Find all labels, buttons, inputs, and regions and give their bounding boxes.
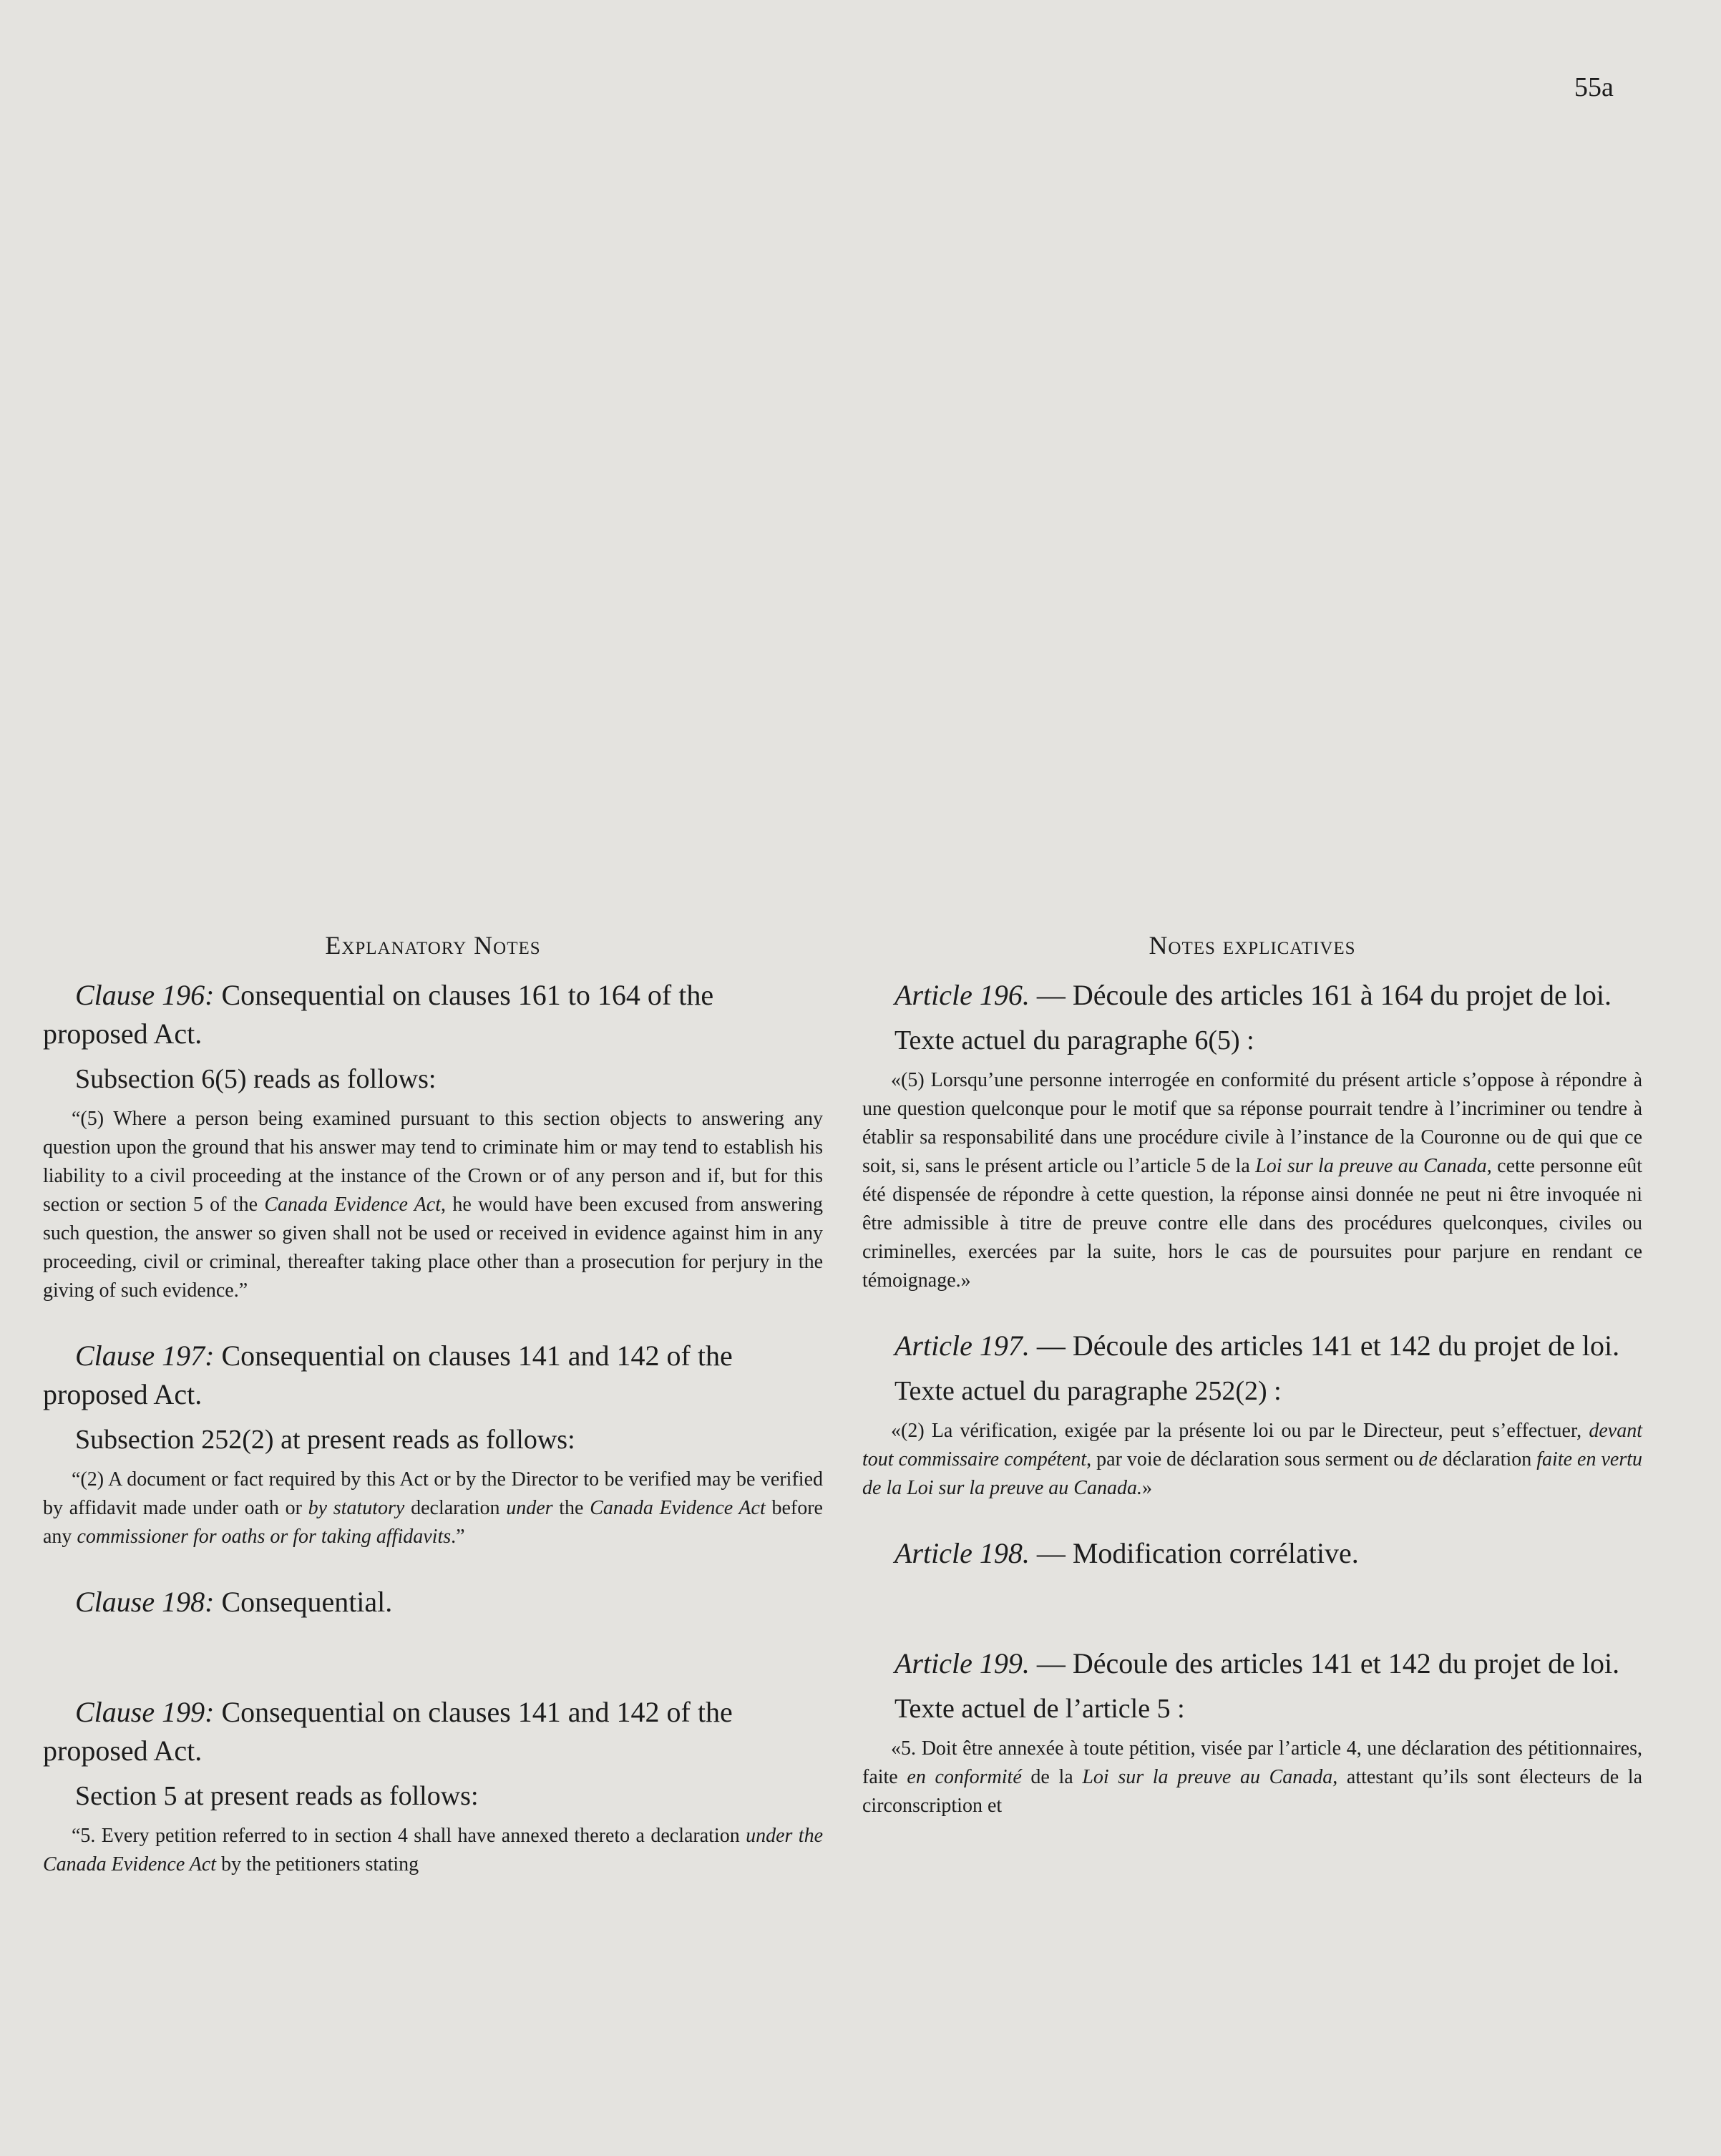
clause-line bbox=[43, 1337, 823, 1414]
quoted-text bbox=[43, 1105, 823, 1305]
clause-section bbox=[43, 976, 823, 1305]
subheading: Subsection 252(2) at present reads as follows: bbox=[75, 1425, 575, 1455]
quote-run: Loi sur la preuve au Canada bbox=[1255, 1155, 1487, 1177]
quote-run: faite en vertu de la Loi sur la preuve au Canada. bbox=[862, 1448, 1643, 1499]
clause-ref: Article 197. bbox=[894, 1330, 1030, 1362]
quote-run: “5. Every petition referred to in section 4 shall have annexed thereto a declaration bbox=[72, 1825, 746, 1847]
quoted-text bbox=[43, 1465, 823, 1551]
clause-text: Consequential on clauses 141 and 142 of the proposed Act. bbox=[43, 1696, 733, 1767]
quoted-text bbox=[862, 1066, 1642, 1295]
clause-text: — Modification corrélative. bbox=[1029, 1537, 1359, 1569]
clause-text: — Découle des articles 141 et 142 du projet de loi. bbox=[1029, 1647, 1620, 1679]
quote-run: , par voie de déclaration sous serment ou bbox=[1086, 1448, 1419, 1470]
quote-run: Canada Evidence Act bbox=[264, 1194, 442, 1216]
clause-line bbox=[862, 1327, 1642, 1365]
notes-heading: Notes explicatives bbox=[1149, 931, 1356, 960]
clause-ref: Clause 198: bbox=[75, 1586, 215, 1618]
french-column bbox=[862, 930, 1642, 1852]
clause-section bbox=[862, 1327, 1642, 1503]
clause-section bbox=[43, 1693, 823, 1879]
clause-section bbox=[862, 1644, 1642, 1820]
clause-line bbox=[43, 976, 823, 1053]
clause-line bbox=[862, 976, 1642, 1015]
clause-line bbox=[43, 1693, 823, 1770]
quoted-text bbox=[862, 1417, 1642, 1503]
page-number: 55a bbox=[1574, 72, 1614, 102]
clause-section bbox=[43, 1583, 823, 1621]
clause-text: Consequential on clauses 141 and 142 of the proposed Act. bbox=[43, 1340, 733, 1410]
english-column bbox=[43, 930, 823, 1911]
clause-ref: Clause 197: bbox=[75, 1340, 215, 1372]
quote-run: Loi sur la preuve au Canada bbox=[1082, 1766, 1333, 1788]
quote-run: , cette personne eût été dispensée de répondre à cette question, la réponse ainsi donnée ne peut ni être invoquée ni être admissible à titre de preuve contre elle dans des procédures quelconques, civiles ou criminelles, exercées par la suite, hors le cas de poursuites pour parjure en rendant ce témoignage.» bbox=[862, 1155, 1643, 1292]
subheading: Texte actuel de l’article 5 : bbox=[894, 1694, 1185, 1724]
clause-line bbox=[862, 1644, 1642, 1683]
clause-ref: Article 199. bbox=[894, 1647, 1030, 1679]
quote-run: , he would have been excused from answering such question, the answer so given shall not be used or received in evidence against him in any proceeding, civil or criminal, thereafter taking place other than a prosecution for perjury in the giving of such evidence.” bbox=[43, 1194, 824, 1302]
notes-heading: Explanatory Notes bbox=[325, 931, 541, 960]
clause-section bbox=[862, 976, 1642, 1295]
subheading: Texte actuel du paragraphe 252(2) : bbox=[894, 1376, 1282, 1406]
clause-text: — Découle des articles 141 et 142 du projet de loi. bbox=[1029, 1330, 1620, 1362]
quote-run: en conformité bbox=[907, 1766, 1022, 1788]
quote-run: under the Canada Evidence Act bbox=[43, 1825, 823, 1875]
clause-line bbox=[862, 1534, 1642, 1573]
quoted-text bbox=[862, 1735, 1642, 1820]
quote-run: before any bbox=[43, 1497, 823, 1548]
quote-run: the bbox=[552, 1497, 590, 1519]
clause-ref: Clause 196: bbox=[75, 979, 215, 1011]
clause-text: Consequential on clauses 161 to 164 of the proposed Act. bbox=[43, 979, 714, 1050]
clause-ref: Clause 199: bbox=[75, 1696, 215, 1728]
quote-run: commissioner for oaths or for taking affidavits bbox=[77, 1526, 452, 1548]
quote-run: Canada Evidence Act bbox=[590, 1497, 766, 1519]
quote-run: «5. Doit être annexée à toute pétition, visée par l’article 4, une déclaration des pétitionnaires, faite bbox=[862, 1737, 1642, 1788]
quoted-text bbox=[43, 1822, 823, 1879]
quote-run: , attestant qu’ils sont électeurs de la circonscription et bbox=[862, 1766, 1642, 1817]
clause-line bbox=[43, 1583, 823, 1621]
quote-run: under bbox=[506, 1497, 553, 1519]
quote-run: «(2) La vérification, exigée par la présente loi ou par le Directeur, peut s’effectuer, bbox=[891, 1420, 1589, 1442]
subheading: Subsection 6(5) reads as follows: bbox=[75, 1064, 437, 1094]
clause-section bbox=[43, 1337, 823, 1551]
quote-run: “(5) Where a person being examined pursuant to this section objects to answering any question upon the ground that his answer may tend to criminate him or may tend to establish his liability to a civil proceeding at the instance of the Crown or of any person and if, but for this section or section 5 of the bbox=[43, 1108, 823, 1216]
quote-run: de bbox=[1418, 1448, 1438, 1470]
quote-run: de la bbox=[1021, 1766, 1083, 1788]
quote-run: .” bbox=[451, 1526, 465, 1548]
clause-ref: Article 196. bbox=[894, 979, 1030, 1011]
quote-run: by the petitioners stating bbox=[216, 1853, 419, 1875]
clause-section bbox=[862, 1534, 1642, 1573]
quote-run: by statutory bbox=[308, 1497, 405, 1519]
clause-text: — Découle des articles 161 à 164 du projet de loi. bbox=[1029, 979, 1612, 1011]
subheading: Section 5 at present reads as follows: bbox=[75, 1781, 479, 1811]
quote-run: » bbox=[1141, 1477, 1152, 1499]
clause-ref: Article 198. bbox=[894, 1537, 1030, 1569]
quote-run: “(2) A document or fact required by this Act or by the Director to be verified may be verified by affidavit made under oath or bbox=[43, 1468, 823, 1519]
clause-text: Consequential. bbox=[214, 1586, 393, 1618]
quote-run: devant tout commissaire compétent bbox=[862, 1420, 1642, 1470]
quote-run: declaration bbox=[404, 1497, 507, 1519]
quote-run: déclaration bbox=[1437, 1448, 1537, 1470]
quote-run: «(5) Lorsqu’une personne interrogée en conformité du présent article s’oppose à répondre à une question quelconque pour le motif que sa réponse pourrait tendre à l’incriminer ou tendre à établir sa responsabilité dans une procédure civile à l’instance de la Couronne ou de qui que ce soit, si, sans le présent article ou l’article 5 de la bbox=[862, 1069, 1642, 1177]
subheading: Texte actuel du paragraphe 6(5) : bbox=[894, 1025, 1254, 1055]
